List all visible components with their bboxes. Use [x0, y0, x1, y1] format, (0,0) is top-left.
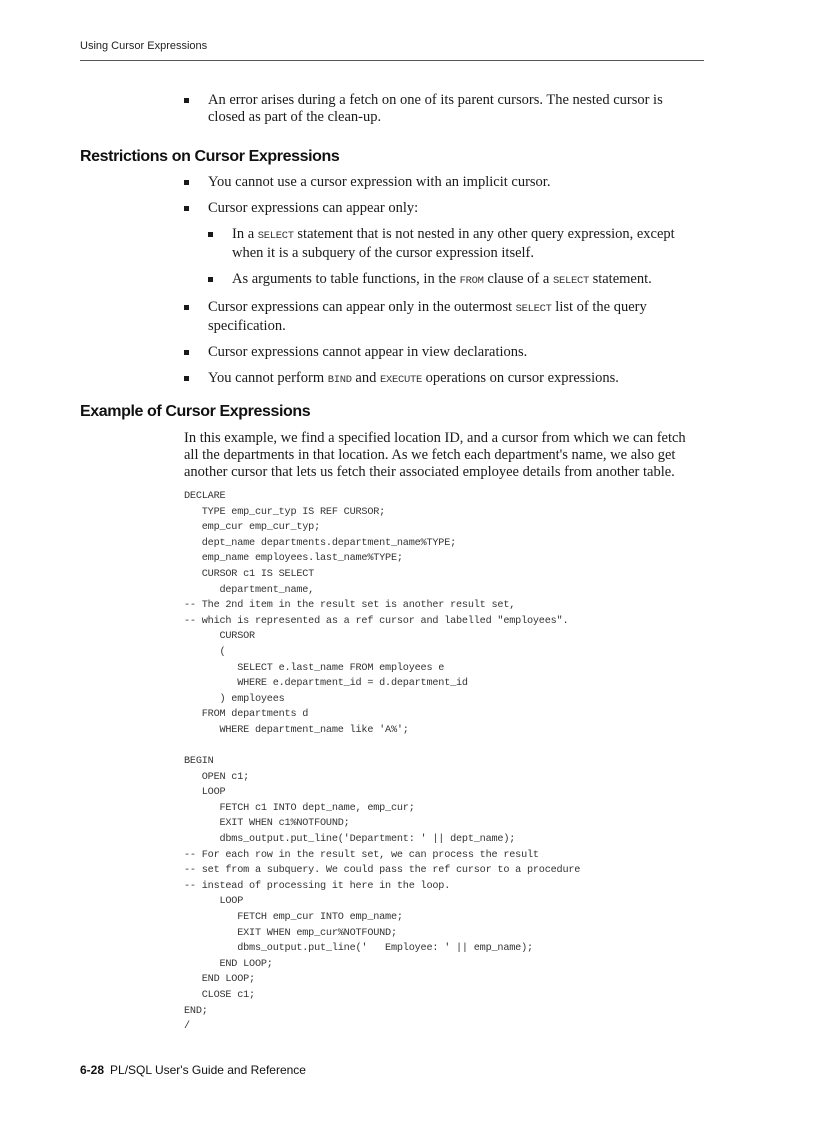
square-bullet-icon	[184, 180, 189, 185]
example-paragraph: In this example, we find a specified location ID, and a cursor from which we can fetch all the departments in that location. As we fetch each department's name, we also get another cursor that lets us fetch their associated employee details from another table.	[184, 430, 686, 480]
bullet-text: statement that is not nested in any other query expression, except when it is a subquery of the cursor expression itself.	[232, 226, 675, 261]
bullet-text: As arguments to table functions, in the	[232, 271, 460, 287]
inline-code: SELECT	[257, 230, 294, 242]
bullet-text: In a	[232, 226, 258, 242]
bullet-text: You cannot use a cursor expression with an implicit cursor.	[208, 174, 551, 190]
list-item	[184, 200, 700, 290]
nested-list	[208, 226, 700, 290]
page-number: 6-28	[80, 1063, 105, 1077]
section-heading-restrictions: Restrictions on Cursor Expressions	[80, 148, 340, 165]
list-item	[184, 370, 700, 389]
header-rule	[80, 60, 704, 61]
list-item	[208, 271, 700, 290]
list-item	[184, 299, 700, 335]
restrictions-list	[184, 174, 700, 389]
square-bullet-icon	[184, 350, 189, 355]
bullet-text: Cursor expressions can appear only:	[208, 200, 419, 216]
square-bullet-icon	[208, 277, 213, 282]
bullet-text: operations on cursor expressions.	[421, 370, 619, 386]
code-listing: DECLARE TYPE emp_cur_typ IS REF CURSOR; emp_cur emp_cur_typ; dept_name departments.department_name%TYPE; emp_name employees.last_name%TYPE; CURSOR c1 IS SELECT department_name, -- The 2nd item in the result set is another result set, -- which is represented as a ref cursor and labelled "employees". CURSOR ( SELECT e.last_name FROM employees e WHERE e.department_id = d.department_id ) employees FROM departments d WHERE department_name like 'A%'; BEGIN OPEN c1; LOOP FETCH c1 INTO dept_name, emp_cur; EXIT WHEN c1%NOTFOUND; dbms_output.put_line('Department: ' || dept_name); -- For each row in the result set, we can process the result -- set from a subquery. We could pass the ref cursor to a procedure -- instead of processing it here in the loop. LOOP FETCH emp_cur INTO emp_name; EXIT WHEN emp_cur%NOTFOUND; dbms_output.put_line(' Employee: ' || emp_name); END LOOP; END LOOP; CLOSE c1; END; /	[184, 491, 581, 1033]
square-bullet-icon	[184, 206, 189, 211]
bullet-text: clause of a	[483, 271, 553, 287]
inline-code: SELECT	[552, 275, 589, 287]
list-item	[208, 226, 700, 262]
bullet-text: Cursor expressions can appear only in the outermost	[208, 299, 516, 315]
page-footer	[80, 1063, 306, 1077]
square-bullet-icon	[184, 98, 189, 103]
book-title: PL/SQL User's Guide and Reference	[110, 1063, 306, 1077]
square-bullet-icon	[184, 376, 189, 381]
section-heading-example: Example of Cursor Expressions	[80, 403, 311, 420]
inline-code: SELECT	[515, 303, 552, 315]
inline-code: EXECUTE	[379, 374, 422, 386]
inline-code: BIND	[327, 374, 352, 386]
bullet-text: statement.	[588, 271, 652, 287]
square-bullet-icon	[208, 232, 213, 237]
list-item	[184, 92, 700, 126]
square-bullet-icon	[184, 305, 189, 310]
bullet-text: list of the query specification.	[208, 299, 647, 334]
bullet-text: and	[351, 370, 380, 386]
running-header: Using Cursor Expressions	[80, 40, 208, 52]
inline-code: FROM	[459, 275, 484, 287]
list-item	[184, 174, 700, 191]
bullet-text: Cursor expressions cannot appear in view declarations.	[208, 344, 528, 360]
intro-bullet-list	[184, 92, 700, 126]
list-item	[184, 344, 700, 361]
bullet-text: You cannot perform	[208, 370, 328, 386]
bullet-text: An error arises during a fetch on one of its parent cursors. The nested cursor is closed as part of the clean-up.	[208, 92, 663, 125]
